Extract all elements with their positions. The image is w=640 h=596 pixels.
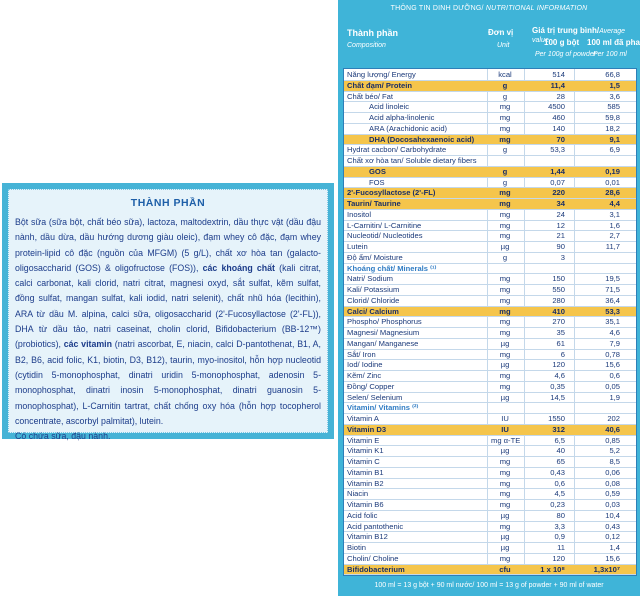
value-per-100g: 80 — [556, 510, 565, 520]
table-row — [344, 382, 636, 393]
nutrient-unit: µg — [500, 532, 510, 542]
table-row — [344, 339, 636, 350]
value-per-100ml: 19,5 — [605, 274, 620, 284]
value-per-100g: 280 — [552, 295, 565, 305]
value-per-100g: 24 — [556, 209, 565, 219]
section-row — [344, 264, 636, 275]
value-per-100g: 53,3 — [550, 145, 565, 155]
value-per-100ml: 4,4 — [609, 199, 620, 208]
value-per-100ml: 15,6 — [605, 553, 620, 563]
value-per-100g: 1 x 10⁸ — [540, 564, 565, 574]
value-per-100g: 220 — [552, 188, 565, 198]
table-row — [344, 102, 636, 113]
value-per-100g: 61 — [556, 338, 565, 348]
value-per-100ml: 0,43 — [605, 521, 620, 531]
nutrient-unit: mg — [499, 102, 511, 112]
value-per-100g: 6 — [560, 349, 565, 359]
nutrient-name: Vitamin E — [347, 435, 380, 445]
table-row — [344, 479, 636, 490]
value-per-100g: 14,5 — [550, 392, 565, 402]
nutrition-footer: 100 ml = 13 g bột + 90 ml nước/ 100 ml = 13 g of powder + 90 ml of water — [374, 582, 604, 589]
value-per-100ml: 585 — [607, 102, 620, 112]
value-per-100g: 3 — [560, 252, 565, 262]
nutrient-name: Chất xơ hòa tan/ Soluble dietary fibers — [347, 156, 477, 165]
nutrient-name: Kali/ Potassium — [347, 285, 400, 294]
value-per-100g: 12 — [556, 220, 565, 230]
value-per-100ml: 5,2 — [609, 446, 620, 456]
nutrition-header-title: THÔNG TIN DINH DƯỠNG/ — [390, 5, 484, 12]
table-row — [344, 231, 636, 242]
table-row — [344, 414, 636, 425]
value-per-100g: 0,35 — [550, 381, 565, 391]
ingredient-panel — [2, 183, 334, 442]
nutrient-name: Natri/ Sodium — [347, 274, 394, 284]
value-per-100g: 4,5 — [554, 489, 565, 499]
nutrient-unit: cfu — [499, 564, 511, 574]
nutrient-name: Inositol — [347, 209, 372, 219]
value-per-100ml: 1,3x10⁷ — [593, 564, 620, 574]
col-unit-sub: Unit — [497, 42, 510, 49]
nutrient-unit: µg — [500, 338, 510, 348]
col-v1-sub: Per 100g of powder — [535, 51, 597, 58]
table-row — [344, 468, 636, 479]
table-row — [344, 565, 636, 576]
table-row — [344, 92, 636, 103]
ingredient-segment: Có chứa sữa, đậu nành. — [15, 431, 111, 442]
nutrient-unit: mg — [499, 306, 511, 316]
value-per-100g: 28 — [556, 91, 565, 101]
nutrient-unit: mg — [499, 489, 511, 499]
nutrient-unit: mg — [499, 500, 511, 509]
nutrition-header-subtitle: NUTRITIONAL INFORMATION — [485, 5, 588, 12]
nutrient-name: Vitamin C — [347, 457, 380, 466]
value-per-100ml: 1,4 — [609, 543, 620, 552]
value-per-100ml: 3,6 — [609, 91, 620, 101]
value-per-100g: 410 — [552, 306, 565, 316]
value-per-100g: 1,44 — [550, 166, 565, 176]
nutrient-name: Nucleotid/ Nucleotides — [347, 231, 423, 241]
table-row — [344, 178, 636, 189]
table-row — [344, 70, 636, 81]
value-per-100ml: 15,6 — [605, 360, 620, 370]
value-per-100ml: 2,7 — [609, 231, 620, 241]
value-per-100g: 0,43 — [550, 467, 565, 477]
value-per-100g: 312 — [552, 424, 565, 434]
value-per-100g: 0,6 — [554, 478, 565, 488]
value-per-100ml: 35,1 — [605, 317, 620, 327]
nutrient-unit: µg — [500, 446, 510, 456]
nutrient-unit: mg — [499, 123, 511, 133]
table-row — [344, 135, 636, 146]
nutrient-name: Vitamin D3 — [347, 424, 387, 434]
table-row — [344, 221, 636, 232]
value-per-100g: 34 — [556, 199, 565, 208]
table-row — [344, 242, 636, 253]
value-per-100ml: 0,6 — [609, 371, 620, 380]
nutrient-unit: g — [502, 252, 508, 262]
table-row — [344, 522, 636, 533]
nutrient-unit: mg — [499, 349, 511, 359]
value-per-100ml: 3,1 — [609, 209, 620, 219]
table-row — [344, 371, 636, 382]
nutrient-unit: mg — [499, 199, 511, 208]
value-per-100ml: 4,6 — [609, 328, 620, 337]
table-row — [344, 274, 636, 285]
nutrient-unit: mg — [499, 134, 511, 144]
nutrient-name: Taurin/ Taurine — [347, 199, 401, 208]
table-row — [344, 350, 636, 361]
value-per-100ml: 0,78 — [605, 349, 620, 359]
value-per-100g: 0,23 — [550, 500, 565, 509]
table-row — [344, 145, 636, 156]
nutrient-name: Vitamin B1 — [347, 467, 384, 477]
value-per-100g: 6,5 — [554, 435, 565, 445]
table-row — [344, 253, 636, 264]
value-per-100ml: 0,01 — [605, 177, 620, 187]
table-row — [344, 489, 636, 500]
nutrient-unit: mg — [499, 317, 511, 327]
table-row — [344, 425, 636, 436]
ingredient-keyword: các khoáng chất — [202, 262, 275, 273]
nutrient-name: Chất đạm/ Protein — [347, 80, 412, 90]
ingredient-title: THÀNH PHẦN — [130, 197, 206, 209]
value-per-100g: 1550 — [548, 414, 565, 423]
value-per-100ml: 1,6 — [609, 220, 620, 230]
nutrient-name: Acid linoleic — [369, 102, 410, 112]
nutrient-unit: mg — [499, 113, 511, 122]
nutrient-name: Calci/ Calcium — [347, 306, 399, 316]
nutrient-name: Acid folic — [347, 510, 378, 520]
nutrient-unit: mg — [499, 220, 511, 230]
value-per-100ml: 10,4 — [605, 510, 620, 520]
nutrient-name: Vitamin A — [347, 414, 379, 423]
value-per-100ml: 0,06 — [605, 467, 620, 477]
nutrient-name: Độ ẩm/ Moisture — [347, 252, 403, 262]
nutrient-unit: mg — [499, 467, 511, 477]
nutrition-panel — [338, 0, 640, 596]
table-row — [344, 328, 636, 339]
value-per-100ml: 71,5 — [605, 285, 620, 294]
nutrient-unit: mg — [499, 274, 511, 284]
value-per-100g: 140 — [552, 123, 565, 133]
col-v1-label: 100 g bột — [544, 38, 580, 47]
col-avg-label: Giá trị trung bình/Average value — [532, 26, 626, 44]
nutrient-name: Acid alpha-linolenic — [369, 113, 435, 122]
value-per-100ml: 11,7 — [605, 242, 620, 251]
table-row — [344, 124, 636, 135]
table-row — [344, 199, 636, 210]
nutrient-unit: g — [502, 177, 508, 187]
table-row — [344, 210, 636, 221]
table-row — [344, 511, 636, 522]
value-per-100g: 11,4 — [550, 80, 565, 90]
value-per-100g: 150 — [552, 274, 565, 284]
nutrient-unit: mg — [499, 457, 511, 466]
value-per-100ml: 202 — [607, 414, 620, 423]
nutrient-name: Vitamin/ Vitamins ⁽²⁾ — [347, 403, 419, 413]
nutrient-unit: µg — [500, 242, 510, 251]
nutrient-unit: g — [502, 166, 508, 176]
value-per-100g: 460 — [552, 113, 565, 122]
table-row — [344, 436, 636, 447]
nutrient-name: L-Carnitin/ L-Carnitine — [347, 220, 422, 230]
nutrient-name: Biotin — [347, 543, 366, 552]
nutrient-name: Clorid/ Chloride — [347, 295, 400, 305]
value-per-100g: 0,07 — [550, 177, 565, 187]
nutrient-unit: µg — [500, 510, 510, 520]
nutrient-name: Sắt/ Iron — [347, 349, 376, 359]
value-per-100g: 4500 — [548, 102, 565, 112]
value-per-100ml: 0,08 — [605, 478, 620, 488]
nutrient-unit: IU — [501, 424, 509, 434]
nutrient-name: DHA (Docosahexaenoic acid) — [369, 134, 475, 144]
nutrient-name: 2'-Fucosyllactose (2'-FL) — [347, 188, 436, 198]
nutrient-unit: mg — [499, 381, 511, 391]
ingredient-keyword: các vitamin — [63, 339, 112, 350]
nutrient-unit: g — [502, 145, 508, 155]
table-row — [344, 360, 636, 371]
value-per-100ml: 0,12 — [605, 532, 620, 542]
col-v2-sub: Per 100 ml — [593, 51, 627, 58]
nutrition-header — [338, 0, 640, 18]
value-per-100ml: 1,9 — [609, 392, 620, 402]
nutrient-unit: kcal — [498, 70, 512, 79]
section-row — [344, 403, 636, 414]
value-per-100ml: 8,5 — [609, 457, 620, 466]
table-row — [344, 156, 636, 167]
col-v2-label: 100 ml đã pha — [587, 38, 640, 47]
value-per-100g: 0,9 — [554, 532, 565, 542]
nutrient-name: Vitamin B12 — [347, 532, 388, 542]
nutrient-unit: IU — [501, 414, 509, 423]
value-per-100g: 4,6 — [554, 371, 565, 380]
nutrient-name: Kẽm/ Zinc — [347, 371, 382, 380]
table-row — [344, 113, 636, 124]
ingredient-segment: (natri ascorbat, E, niacin, calci D-pantothenat, B1, A, B2, B6, acid folic, K1, biotin, D3, B12), taurin, myo-inositol, hỗn hợp nucleotid (cytidin 5-monophosphat, dinatri uridin 5-monophosphat, adenosin 5-monophosphat, dinatri inosin 5-monophosphat, dinatri guanosin 5-monophosphat), L-Carnitin tartrat, chất chống oxy hóa (hỗn hợp tocopherol concentrate, ascorbyl palmitat), lutein. — [15, 339, 321, 426]
value-per-100ml: 18,2 — [605, 123, 620, 133]
nutrient-name: Selen/ Selenium — [347, 392, 403, 402]
nutrient-name: Acid pantothenic — [347, 521, 404, 531]
value-per-100g: 550 — [552, 285, 565, 294]
nutrient-name: Vitamin B2 — [347, 478, 384, 488]
value-per-100ml: 36,4 — [605, 295, 620, 305]
value-per-100ml: 0,03 — [605, 500, 620, 509]
ingredient-text — [15, 215, 321, 444]
nutrient-name: GOS — [369, 166, 386, 176]
nutrient-name: FOS — [369, 177, 385, 187]
table-row — [344, 446, 636, 457]
value-per-100ml: 0,05 — [605, 381, 620, 391]
nutrient-unit: g — [502, 91, 508, 101]
value-per-100ml: 9,1 — [609, 134, 620, 144]
nutrient-name: ARA (Arachidonic acid) — [369, 123, 448, 133]
nutrient-name: Niacin — [347, 489, 369, 499]
nutrient-unit: mg — [499, 478, 511, 488]
nutrient-name: Mangan/ Manganese — [347, 338, 419, 348]
nutrient-unit: mg — [499, 188, 511, 198]
table-row — [344, 532, 636, 543]
nutrient-name: Chất béo/ Fat — [347, 91, 394, 101]
table-row — [344, 307, 636, 318]
nutrient-unit: mg — [499, 553, 511, 563]
value-per-100ml: 53,3 — [605, 306, 620, 316]
nutrient-name: Hydrat cacbon/ Carbohydrate — [347, 145, 447, 155]
value-per-100ml: 6,9 — [609, 145, 620, 155]
nutrient-unit: g — [502, 80, 508, 90]
table-row — [344, 393, 636, 404]
table-row — [344, 296, 636, 307]
nutrient-name: Vitamin B6 — [347, 500, 384, 509]
value-per-100g: 40 — [556, 446, 565, 456]
value-per-100ml: 59,8 — [605, 113, 620, 122]
nutrient-name: Năng lượng/ Energy — [347, 70, 416, 79]
table-row — [344, 554, 636, 565]
nutrient-name: Bifidobacterium — [347, 564, 405, 574]
table-row — [344, 457, 636, 468]
value-per-100g: 514 — [552, 70, 565, 79]
value-per-100ml: 0,19 — [605, 166, 620, 176]
table-row — [344, 81, 636, 92]
value-per-100ml: 0,59 — [605, 489, 620, 499]
table-row — [344, 188, 636, 199]
nutrient-unit: mg — [499, 209, 511, 219]
nutrient-unit: µg — [500, 360, 510, 370]
nutrient-unit: mg — [499, 521, 511, 531]
value-per-100ml: 28,6 — [605, 188, 620, 198]
nutrient-unit: mg — [499, 285, 511, 294]
nutrient-unit: µg — [500, 392, 510, 402]
value-per-100g: 21 — [556, 231, 565, 241]
nutrient-name: Iod/ Iodine — [347, 360, 383, 370]
nutrient-name: Cholin/ Choline — [347, 553, 399, 563]
nutrient-unit: mg — [499, 231, 511, 241]
value-per-100ml: 40,6 — [605, 424, 620, 434]
table-row — [344, 317, 636, 328]
value-per-100ml: 1,5 — [609, 80, 620, 90]
value-per-100g: 120 — [552, 553, 565, 563]
ingredient-segment: Bột sữa (sữa bột, chất béo sữa), lactoza, maltodextrin, dầu thực vật (dầu đậu nành, dầu dừa, dầu hướng dương giàu oleic), đạm whey cô đặc, đạm whey protein-lipid cô đặc (nguồn của MFGM) (5 g/L), chất xơ hòa tan (galacto-oligosaccharid (GOS) & oligofructose (FOS)), — [15, 217, 321, 273]
ingredient-segment: (kali citrat, calci carbonat, kali clorid, natri citrat, magnesi oxyd, sắt sulfat, kẽm sulfat, đồng sulfat, mangan sulfat, kali iodid, natri selenit), chất nhũ hóa (lecithin), ARA từ dầu M. alpina, calci sữa, oligosaccharid (2'-Fucosyllactose (2'-FL)), DHA từ dầu tảo, natri caseinat, cholin clorid, Bifidobacterium (BB-12™) (probiotics), — [15, 262, 321, 350]
table-row — [344, 500, 636, 511]
nutrient-name: Đồng/ Copper — [347, 381, 395, 391]
nutrient-unit: mg — [499, 295, 511, 305]
value-per-100g: 11 — [557, 543, 565, 552]
value-per-100g: 3,3 — [554, 521, 565, 531]
col-name-sub: Composition — [347, 42, 386, 49]
nutrient-name: Lutein — [347, 242, 368, 251]
nutrient-name: Phospho/ Phosphorus — [347, 317, 422, 327]
nutrient-unit: mg — [499, 371, 511, 380]
nutrition-column-headers — [338, 18, 640, 66]
nutrient-name: Khoáng chất/ Minerals ⁽¹⁾ — [347, 263, 437, 273]
nutrient-unit: µg — [500, 543, 510, 552]
col-unit-label: Đơn vị — [488, 28, 514, 37]
value-per-100g: 35 — [556, 328, 565, 337]
value-per-100g: 270 — [552, 317, 565, 327]
ingredient-card — [8, 189, 328, 442]
nutrient-unit: mg — [499, 328, 511, 337]
value-per-100ml: 7,9 — [609, 338, 620, 348]
value-per-100ml: 0,85 — [605, 435, 620, 445]
value-per-100g: 90 — [556, 242, 565, 251]
nutrition-table — [343, 68, 637, 576]
value-per-100ml: 66,8 — [605, 70, 620, 79]
col-name-label: Thành phần — [347, 28, 398, 38]
nutrient-name: Magnesi/ Magnesium — [347, 328, 420, 337]
nutrient-unit: mg α-TE — [491, 435, 521, 445]
table-row — [344, 285, 636, 296]
table-row — [344, 167, 636, 178]
table-row — [344, 543, 636, 554]
nutrient-name: Vitamin K1 — [347, 446, 384, 456]
value-per-100g: 120 — [552, 360, 565, 370]
value-per-100g: 65 — [556, 457, 565, 466]
value-per-100g: 70 — [556, 134, 565, 144]
